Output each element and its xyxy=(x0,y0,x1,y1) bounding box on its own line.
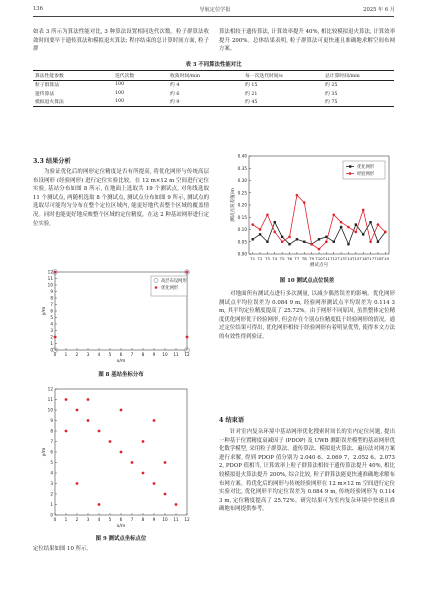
table-cell: 遗传算法 xyxy=(35,91,55,97)
table-header: 总计算时间/min xyxy=(325,73,360,79)
page-number: 136 xyxy=(33,6,43,12)
y-tick-label: 0.20 xyxy=(237,202,247,208)
data-point xyxy=(340,226,342,228)
legend-label: 经验网形 xyxy=(357,172,375,177)
legend-marker xyxy=(349,172,352,175)
y-tick-label: 0.15 xyxy=(237,214,247,220)
conclusion-paragraph: 针对室内复杂环境中基站网形优化搜索时间长的室内定位问题, 提出一种基于位置精度衰减因子 (PDOP) 及 UWB 测距误差模型的基站网形优化数学模型, 采用粒子群算法、遗传算法、模拟退火算法、遍历法对网方案进行求解, 得到 PDOP 值分别为 2.040 6、2.069 7、2.052 6、2.073 2, PDOP 值相当, 计算效率上粒子群算法相较于遗传算法提升 40%, 相比较模拟退火算法提升 200%, 综合比较, 粒子群算法能更快速准确地求解布布网方案。将优化后的网形与传统经验网形在 12 m×12 m 空间进行定位实验对比, 优化网形平均定位误差为 0.084 9 m, 传统经验网形为 0.114 3 m, 定位精度提高了 25.72%。研究结果可为室内复杂环境中快速且准确地布网提供参考。 xyxy=(219,429,395,513)
table-cell: 100 xyxy=(115,82,125,88)
y-tick-label: 6 xyxy=(50,308,53,314)
x-tick-label: T2 xyxy=(257,256,263,261)
x-tick-label: 2 xyxy=(75,517,79,522)
data-point xyxy=(333,241,335,243)
data-point xyxy=(347,243,349,245)
x-tick-label: T17 xyxy=(366,256,375,261)
data-point xyxy=(273,231,276,234)
data-point xyxy=(318,238,320,240)
y-axis-label: y/m xyxy=(42,447,47,457)
data-point xyxy=(266,214,269,217)
data-point xyxy=(377,241,379,243)
data-point xyxy=(98,430,101,433)
table-header: 迭代次数 xyxy=(115,73,135,79)
data-point xyxy=(120,451,123,454)
table-cell: 约 35 xyxy=(325,91,338,97)
y-tick-label: 5 xyxy=(50,315,53,320)
data-point xyxy=(266,241,268,243)
x-tick-label: T7 xyxy=(294,256,300,261)
y-tick-label: 0.35 xyxy=(237,165,247,171)
data-point xyxy=(296,238,298,240)
x-tick-label: 6 xyxy=(119,352,123,357)
y-tick-label: 8 xyxy=(50,295,53,301)
data-point xyxy=(87,398,90,401)
data-point xyxy=(131,461,134,464)
data-point xyxy=(142,472,145,475)
y-tick-label: 9 xyxy=(50,289,53,294)
x-tick-label: 8 xyxy=(141,352,145,357)
x-tick-label: T11 xyxy=(322,256,331,261)
y-tick-label: 7 xyxy=(50,439,53,444)
data-point xyxy=(259,233,261,235)
table-cell: 约 15 xyxy=(245,83,258,89)
x-tick-label: 3 xyxy=(86,517,90,522)
x-tick-label: 8 xyxy=(141,517,145,522)
x-tick-label: 5 xyxy=(108,517,112,522)
data-point xyxy=(310,243,313,246)
table-row xyxy=(33,80,394,89)
fig8-caption: 图 8 基站坐标分布 xyxy=(98,372,144,378)
y-tick-label: 4 xyxy=(50,321,53,327)
legend-label: 优化网形 xyxy=(161,286,179,291)
data-point xyxy=(186,336,189,339)
series-line xyxy=(253,195,386,249)
data-point xyxy=(54,336,57,339)
fig10-caption: 图 10 测试点点位误差 xyxy=(279,278,335,284)
header-rule xyxy=(33,16,394,17)
data-point xyxy=(259,228,262,231)
data-point xyxy=(303,241,305,243)
table-cell: 100 xyxy=(115,90,125,96)
journal-title: 导航定位学报 xyxy=(199,7,231,13)
legend-marker xyxy=(155,286,158,289)
table-header: 算法性能参数 xyxy=(35,73,64,79)
data-point xyxy=(76,409,79,412)
fig10-chart xyxy=(219,150,395,275)
y-tick-label: 5 xyxy=(50,460,53,465)
x-tick-label: 9 xyxy=(152,517,156,522)
table-cell: 约 9 xyxy=(170,100,180,106)
x-tick-label: 10 xyxy=(162,517,168,522)
data-point xyxy=(355,231,358,234)
y-tick-label: 11 xyxy=(47,276,53,281)
data-point xyxy=(65,430,68,433)
x-tick-label: T8 xyxy=(301,256,307,261)
section-3-3-paragraph: 为验证优化后的网形定位精度是否有所提高, 将优化网形与传统高层布设网形 (经验网形) 进行定位实验比较。在 12 m×12 m 空间进行定位实验, 基站分布如图 8 所示, 在地面上选取共 19 个测试点, 对角线选取 11 个测试点, 两随机选取 8 个测试点, 测试点分布如图 9 所示, 测试点的选取尽可能均匀分布在整个定位区域内, 能更好地代表整个区域的覆盖情况。同时也能更好地反映整个区域的定位精度。在这 2 种基站网形进行定位实验, xyxy=(33,169,209,227)
x-tick-label: 10 xyxy=(162,352,168,357)
fig8-chart xyxy=(33,268,209,368)
x-tick-label: T3 xyxy=(264,256,270,261)
data-point xyxy=(175,503,178,506)
data-point xyxy=(288,243,290,245)
data-point xyxy=(355,223,357,225)
x-tick-label: T16 xyxy=(359,256,367,261)
x-tick-label: 1 xyxy=(64,352,68,357)
x-tick-label: 5 xyxy=(108,352,112,357)
table-header: 收敛时间/min xyxy=(170,73,200,79)
y-tick-label: 2 xyxy=(50,491,53,497)
x-axis-label: 测试点号 xyxy=(309,263,329,268)
data-point xyxy=(76,482,79,485)
data-point xyxy=(369,221,371,223)
x-tick-label: T6 xyxy=(287,256,292,261)
y-tick-label: 0 xyxy=(50,347,53,353)
y-tick-label: 0.05 xyxy=(237,239,247,245)
x-axis-label: x/m xyxy=(116,359,126,364)
table-cell: 约 25 xyxy=(325,83,338,89)
data-point xyxy=(65,398,68,401)
x-tick-label: T9 xyxy=(309,256,315,261)
y-tick-label: 10 xyxy=(47,282,53,288)
legend-label: 优化网形 xyxy=(357,165,375,170)
table3-header-row xyxy=(33,71,394,81)
data-point xyxy=(281,240,284,243)
intro-paragraph-right: 算法相较于遗传算法, 计算效率提升 40%, 相比较模拟退火算法, 计算效率提升 200%。总体结果表明, 粒子群算法可更快速且准确地求解空间布网方案。 xyxy=(219,29,395,53)
data-point xyxy=(369,240,372,243)
y-tick-label: 4 xyxy=(50,470,53,476)
x-tick-label: 12 xyxy=(184,352,190,357)
data-point xyxy=(87,419,90,422)
y-tick-label: 12 xyxy=(47,269,53,275)
x-tick-label: 9 xyxy=(152,352,156,357)
data-point xyxy=(153,419,156,422)
table-cell: 粒子群算法 xyxy=(35,83,59,89)
table3-caption: 表 3 不同算法性能对比 xyxy=(185,62,242,68)
table-cell: 约 4 xyxy=(170,83,180,89)
section-4-title: 4 结束语 xyxy=(219,417,245,424)
data-point xyxy=(332,214,335,217)
x-tick-label: 3 xyxy=(86,352,90,357)
x-tick-label: 11 xyxy=(173,517,179,522)
results-paragraph: 对地面所有测试点进行多次测量, 以减少偶然误差的影响。优化网形测试点平均位误差为 0.084 9 m, 经验网形测试点平均误差为 0.114 3 m, 其平均定位精度提高了 25.72%。由于网形不同原因, 虽然整体定位精度优化网形优于经验网形, 但会存在个别点位精度低于经验网形的情况。通过定位结果可得出, 优化网形相较于经验网形有着明显优势, 使得本文方法的有效性得到验证。 xyxy=(219,291,395,340)
x-tick-label: T19 xyxy=(381,256,389,261)
y-tick-label: 2 xyxy=(50,334,53,340)
y-tick-label: 3 xyxy=(50,481,53,486)
legend-marker xyxy=(349,165,351,167)
y-tick-label: 7 xyxy=(50,302,53,307)
table-cell: 模拟退火算法 xyxy=(35,100,64,106)
y-tick-label: 1 xyxy=(50,502,53,507)
table-row xyxy=(33,98,394,107)
x-tick-label: T1 xyxy=(250,256,256,261)
y-tick-label: 1 xyxy=(50,341,53,346)
intro-paragraph-left: 如表 3 所示为算法性能对比, 3 种算法设置相同迭代次数。粒子群算法收敛时间要早于遗传算法和模拟退火算法; 程序结束的总计算时间方面, 粒子群 xyxy=(33,29,209,53)
data-point xyxy=(340,221,343,224)
fig9-caption: 图 9 测试点坐标点位 xyxy=(95,536,147,542)
data-point xyxy=(120,409,123,412)
table3 xyxy=(33,70,394,107)
x-tick-label: 7 xyxy=(130,517,134,522)
table-cell: 约 75 xyxy=(325,100,338,106)
table-row xyxy=(33,89,394,98)
table-cell: 约 45 xyxy=(245,100,258,106)
y-tick-label: 0.10 xyxy=(237,227,247,232)
x-tick-label: 0 xyxy=(53,352,57,357)
table-cell: 约 6 xyxy=(170,91,180,97)
data-point xyxy=(251,238,253,240)
y-tick-label: 11 xyxy=(47,397,53,402)
data-point xyxy=(384,231,387,234)
x-tick-label: 6 xyxy=(119,517,123,522)
x-tick-label: 12 xyxy=(184,517,190,522)
x-tick-label: T10 xyxy=(315,256,323,261)
data-point xyxy=(54,271,57,274)
data-point xyxy=(274,221,276,223)
x-tick-label: 2 xyxy=(75,352,79,357)
table-cell: 约 21 xyxy=(245,91,258,97)
table-cell: 100 xyxy=(115,99,125,105)
x-tick-label: 0 xyxy=(53,517,57,522)
y-tick-label: 3 xyxy=(50,328,53,333)
x-tick-label: 1 xyxy=(64,517,68,522)
y-tick-label: 0.25 xyxy=(237,190,247,196)
data-point xyxy=(164,461,167,464)
data-point xyxy=(318,248,321,251)
section-3-3-paragraph-2: 定位结果如图 10 所示。 xyxy=(33,546,92,552)
data-point xyxy=(303,201,306,204)
y-tick-label: 0.00 xyxy=(237,251,247,257)
y-tick-label: 8 xyxy=(50,428,53,434)
x-tick-label: T5 xyxy=(279,256,285,261)
x-tick-label: T18 xyxy=(374,256,382,261)
data-point xyxy=(377,223,380,226)
y-tick-label: 6 xyxy=(50,449,53,455)
x-tick-label: 11 xyxy=(173,352,179,357)
data-point xyxy=(186,271,189,274)
y-axis-label: 测试点误差值/m xyxy=(231,188,236,222)
x-tick-label: 7 xyxy=(130,352,134,357)
x-tick-label: 4 xyxy=(97,517,101,522)
y-tick-label: 9 xyxy=(50,418,53,423)
x-tick-label: T13 xyxy=(337,256,345,261)
data-point xyxy=(164,493,167,496)
data-point xyxy=(153,482,156,485)
data-point xyxy=(288,236,291,239)
y-tick-label: 0.30 xyxy=(237,178,247,183)
x-tick-label: T14 xyxy=(344,256,353,261)
x-tick-label: 4 xyxy=(97,352,101,357)
data-point xyxy=(109,440,112,443)
data-point xyxy=(325,240,328,243)
data-point xyxy=(362,233,364,235)
data-point xyxy=(251,223,254,226)
y-tick-label: 12 xyxy=(47,386,53,392)
x-axis-label: x/m xyxy=(116,524,126,529)
table-header: 每一次迭代时间/s xyxy=(245,73,283,79)
issue-date: 2025 年 6 月 xyxy=(363,7,395,13)
data-point xyxy=(142,440,145,443)
fig9-chart xyxy=(33,383,209,533)
x-tick-label: T15 xyxy=(352,256,360,261)
y-axis-label: y/m xyxy=(42,306,47,316)
y-tick-label: 10 xyxy=(47,407,53,413)
data-point xyxy=(296,194,299,197)
series-line xyxy=(253,222,386,244)
legend-label: 高层布设网形 xyxy=(161,279,187,284)
data-point xyxy=(98,503,101,506)
x-tick-label: T12 xyxy=(330,256,338,261)
data-point xyxy=(347,226,350,229)
section-3-3-title: 3.3 结果分析 xyxy=(33,158,71,165)
data-point xyxy=(362,209,365,212)
y-tick-label: 0.40 xyxy=(237,153,247,159)
data-point xyxy=(281,236,283,238)
x-tick-label: T4 xyxy=(272,256,278,261)
y-tick-label: 0 xyxy=(50,512,53,518)
